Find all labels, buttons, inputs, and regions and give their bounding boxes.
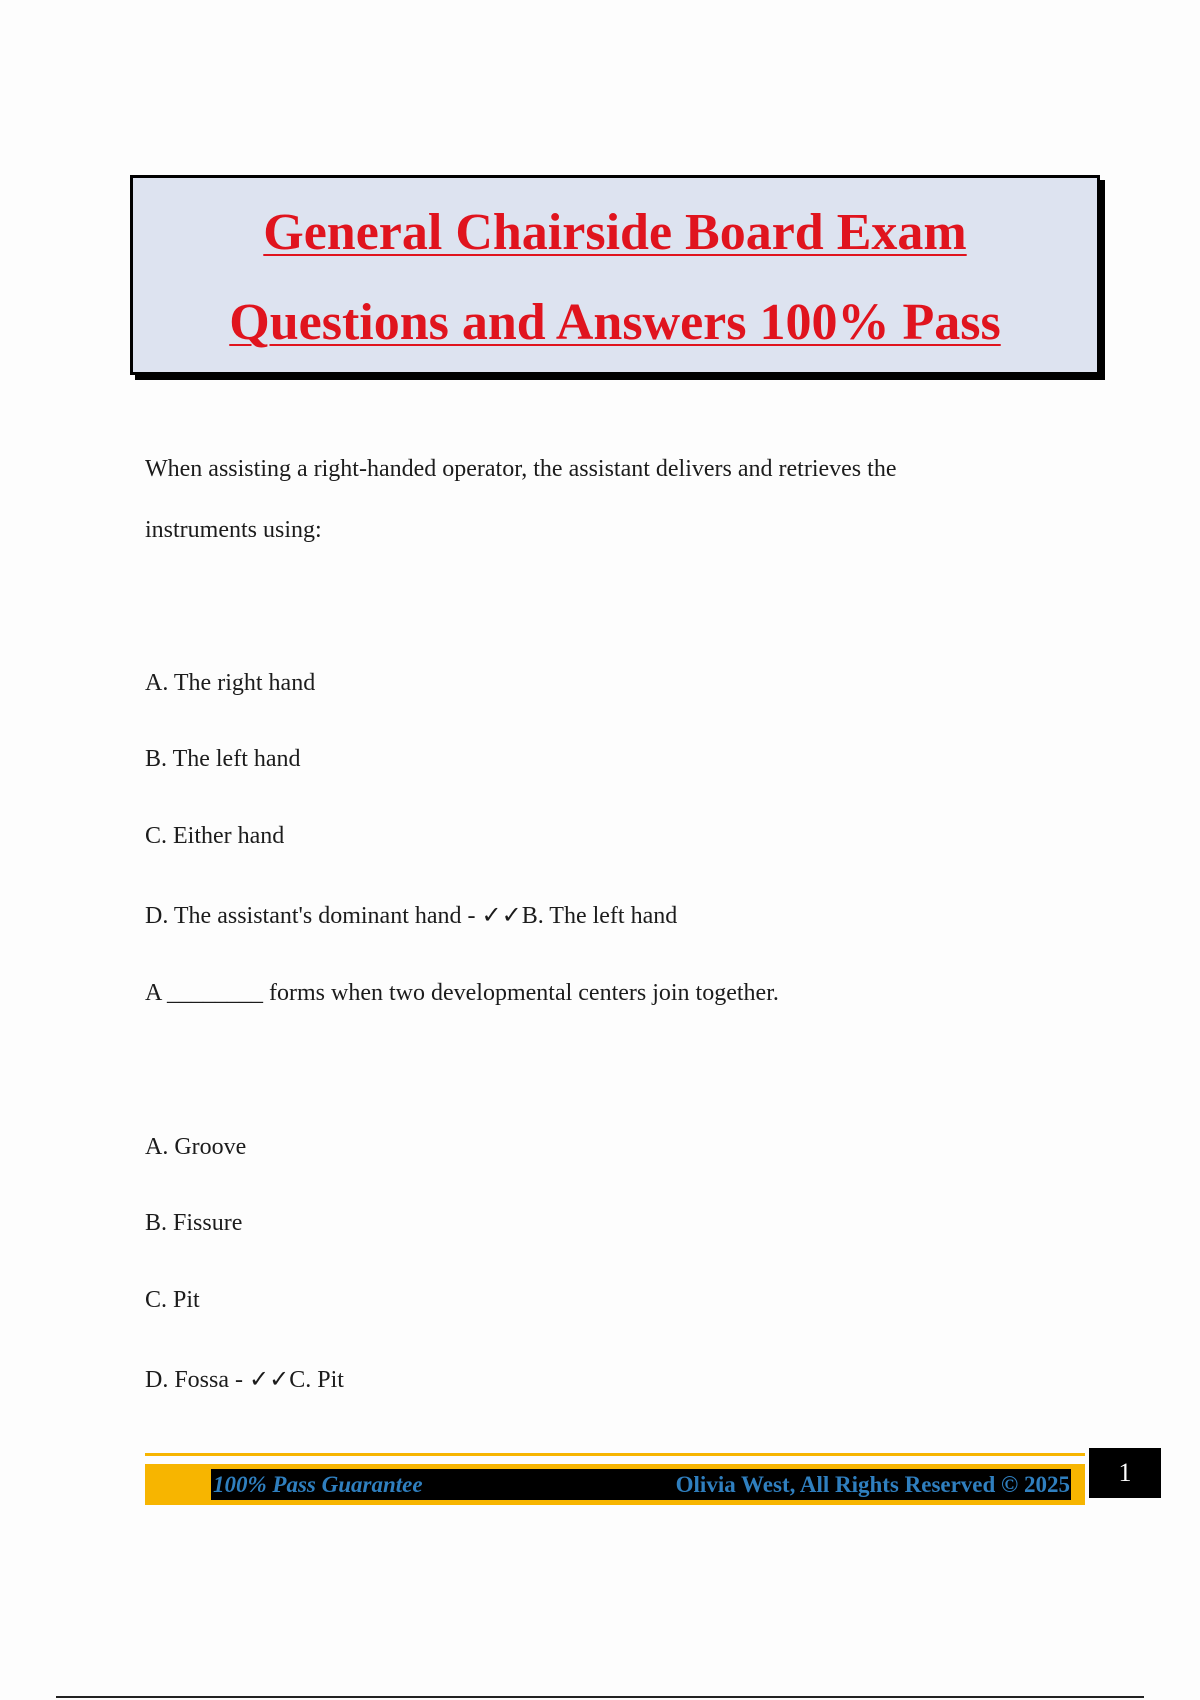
document-title-line-2: Questions and Answers 100% Pass bbox=[229, 294, 1001, 351]
question-1-option-d-answer: D. The assistant's dominant hand - ✓✓B. The left hand bbox=[145, 903, 678, 929]
question-1-prompt-line-1: When assisting a right-handed operator, the assistant delivers and retrieves the bbox=[145, 456, 897, 482]
footer-divider bbox=[145, 1453, 1085, 1456]
question-1-option-a: A. The right hand bbox=[145, 670, 316, 696]
question-2-option-b: B. Fissure bbox=[145, 1210, 243, 1236]
question-2-option-d-answer: D. Fossa - ✓✓C. Pit bbox=[145, 1367, 344, 1393]
page-bottom-divider bbox=[56, 1696, 1144, 1698]
page-number: 1 bbox=[1089, 1448, 1161, 1498]
question-1-prompt-line-2: instruments using: bbox=[145, 517, 322, 543]
question-2-option-a: A. Groove bbox=[145, 1134, 247, 1160]
question-1-option-b: B. The left hand bbox=[145, 746, 301, 772]
question-2-prompt: A ________ forms when two developmental centers join together. bbox=[145, 980, 779, 1006]
footer-guarantee-text: 100% Pass Guarantee bbox=[213, 1472, 423, 1497]
title-box bbox=[130, 175, 1100, 375]
footer-copyright-text: Olivia West, All Rights Reserved © 2025 bbox=[675, 1472, 1070, 1497]
document-title-line-1: General Chairside Board Exam bbox=[263, 204, 967, 261]
question-1-option-c: C. Either hand bbox=[145, 823, 285, 849]
question-2-option-c: C. Pit bbox=[145, 1287, 200, 1313]
